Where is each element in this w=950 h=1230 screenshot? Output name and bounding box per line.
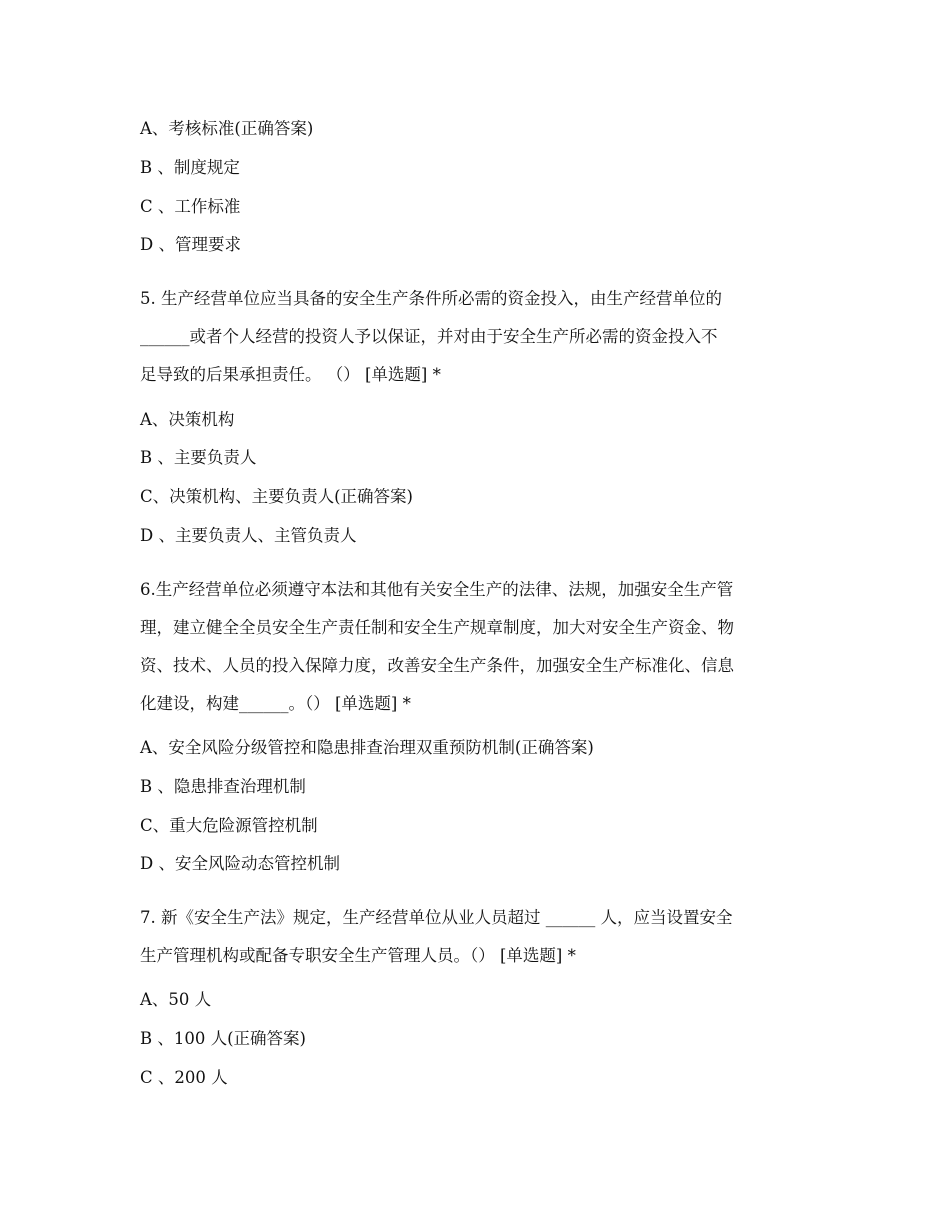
q4-option-c: C 、工作标准: [140, 197, 241, 216]
q7-option-c: C 、200 人: [140, 1068, 228, 1087]
q6-option-a: A、安全风险分级管控和隐患排查治理双重预防机制(正确答案): [140, 738, 594, 757]
q6-option-c: C、重大危险源管控机制: [140, 816, 318, 835]
q6-text-line-1: 6.生产经营单位必须遵守本法和其他有关安全生产的法律、法规，加强安全生产管: [140, 580, 734, 599]
q6-text-line-2: 理，建立健全全员安全生产责任制和安全生产规章制度，加大对安全生产资金、物: [140, 618, 734, 637]
q5-option-b: B 、主要负责人: [140, 448, 257, 467]
q5-text-line-2: ______或者个人经营的投资人予以保证，并对由于安全生产所必需的资金投入不: [140, 327, 718, 346]
q5-option-a: A、决策机构: [140, 410, 235, 429]
q5-text-line-3: 足导致的后果承担责任。 （） [单选题] *: [140, 365, 441, 384]
q5-option-c: C、决策机构、主要负责人(正确答案): [140, 487, 413, 506]
q7-option-a: A、50 人: [140, 990, 212, 1009]
document-page: [140, 0, 820, 1230]
q6-option-b: B 、隐患排查治理机制: [140, 777, 306, 796]
q5-text-line-1: 5. 生产经营单位应当具备的安全生产条件所必需的资金投入，由生产经营单位的: [140, 289, 722, 308]
q6-text-line-4: 化建设，构建______。（） [单选题] *: [140, 694, 411, 713]
q5-option-d: D 、主要负责人、主管负责人: [140, 526, 357, 545]
q7-text-line-1: 7. 新《安全生产法》规定，生产经营单位从业人员超过 ______ 人，应当设置安全: [140, 908, 733, 927]
q4-option-a: A、考核标准(正确答案): [140, 119, 314, 138]
q4-option-b: B 、制度规定: [140, 158, 240, 177]
q7-text-line-2: 生产管理机构或配备专职安全生产管理人员。（） [单选题] *: [140, 946, 576, 965]
q7-option-b: B 、100 人(正确答案): [140, 1029, 306, 1048]
q6-text-line-3: 资、技术、人员的投入保障力度，改善安全生产条件，加强安全生产标准化、信息: [140, 656, 734, 675]
q6-option-d: D 、安全风险动态管控机制: [140, 854, 340, 873]
q4-option-d: D 、管理要求: [140, 235, 241, 254]
